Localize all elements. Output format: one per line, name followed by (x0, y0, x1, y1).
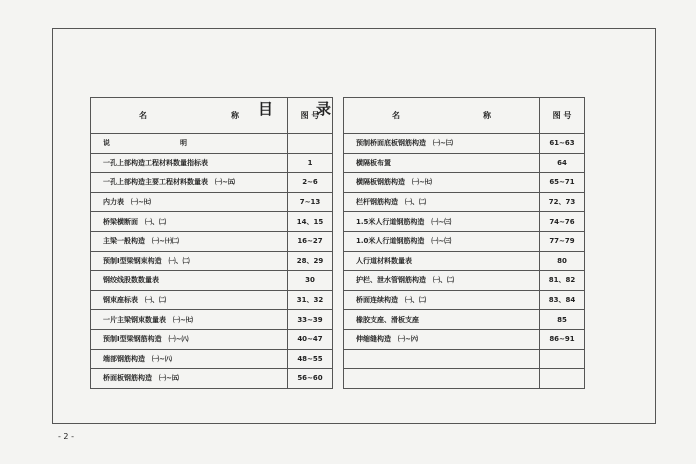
table-row (91, 212, 333, 232)
title-char-2: 录 (316, 100, 332, 118)
entry-title: 预制I型梁钢束构造 ㈠、㈡ (91, 251, 288, 271)
entry-drawing-number: 85 (540, 310, 585, 330)
entry-drawing-number: 7~13 (288, 192, 333, 212)
entry-title: 1.5米人行道钢筋构造 ㈠~㈢ (344, 212, 540, 232)
entry-drawing-number: 86~91 (540, 329, 585, 349)
entry-title (344, 369, 540, 389)
table-row (344, 134, 585, 154)
entry-title: 预制I型梁钢筋构造 ㈠~㈧ (91, 329, 288, 349)
entry-drawing-number: 56~60 (288, 369, 333, 389)
entry-drawing-number (540, 349, 585, 369)
table-row (344, 310, 585, 330)
entry-title: 端部钢筋构造 ㈠~㈧ (91, 349, 288, 369)
table-row (91, 231, 333, 251)
table-row (344, 173, 585, 193)
entry-title: 主梁一般构造 ㈠~㈩㈡ (91, 231, 288, 251)
table-row (344, 153, 585, 173)
entry-title: 人行道材料数量表 (344, 251, 540, 271)
title-char-1: 目 (258, 100, 274, 118)
entry-title: 栏杆钢筋构造 ㈠、㈡ (344, 192, 540, 212)
entry-drawing-number: 14、15 (288, 212, 333, 232)
entry-drawing-number: 81、82 (540, 271, 585, 291)
table-row (91, 290, 333, 310)
table-row (344, 212, 585, 232)
table-row (344, 349, 585, 369)
table-row (344, 329, 585, 349)
table-header (91, 98, 333, 134)
entry-drawing-number: 74~76 (540, 212, 585, 232)
table-row (344, 192, 585, 212)
entry-title: 1.0米人行道钢筋构造 ㈠~㈢ (344, 231, 540, 251)
header-num: 图 号 (540, 98, 585, 134)
table-row (91, 369, 333, 389)
entry-title: 横隔板布置 (344, 153, 540, 173)
entry-title (344, 349, 540, 369)
entry-drawing-number: 40~47 (288, 329, 333, 349)
table-row (91, 349, 333, 369)
entry-title: 桥梁横断面 ㈠、㈡ (91, 212, 288, 232)
table-row (91, 251, 333, 271)
table-row (91, 329, 333, 349)
table-row (344, 251, 585, 271)
header-num: 图 号 (288, 98, 333, 134)
table-row (91, 153, 333, 173)
entry-title: 一孔上部构造主要工程材料数量表 ㈠~㈤ (91, 173, 288, 193)
entry-drawing-number: 61~63 (540, 134, 585, 154)
entry-drawing-number: 77~79 (540, 231, 585, 251)
header-name: 名 (392, 111, 400, 120)
entry-title: 一孔上部构造工程材料数量指标表 (91, 153, 288, 173)
table-row (344, 231, 585, 251)
entry-title: 橡胶支座、滑板支座 (344, 310, 540, 330)
entry-title: 护栏、泄水管钢筋构造 ㈠、㈡ (344, 271, 540, 291)
table-row (344, 369, 585, 389)
table-row (91, 310, 333, 330)
entry-drawing-number: 28、29 (288, 251, 333, 271)
entry-drawing-number: 80 (540, 251, 585, 271)
entry-title: 钢绞线股数数量表 (91, 271, 288, 291)
entry-title: 桥面板钢筋构造 ㈠~㈤ (91, 369, 288, 389)
entry-title: 预制桥面底板钢筋构造 ㈠~㈢ (344, 134, 540, 154)
table-row (344, 271, 585, 291)
table-row (91, 271, 333, 291)
entry-title: 一片主梁钢束数量表 ㈠~㈦ (91, 310, 288, 330)
entry-title: 内力表 ㈠~㈦ (91, 192, 288, 212)
entry-title: 说 明 (91, 134, 288, 154)
header-name: 名 (139, 111, 147, 120)
contents-table-left (90, 97, 333, 389)
entry-drawing-number (288, 134, 333, 154)
entry-title: 桥面连续构造 ㈠、㈡ (344, 290, 540, 310)
page-number: - 2 - (58, 432, 74, 441)
table-row (91, 134, 333, 154)
entry-drawing-number: 16~27 (288, 231, 333, 251)
table-row (91, 192, 333, 212)
table-header (344, 98, 585, 134)
contents-table-right (343, 97, 585, 389)
entry-drawing-number: 2~6 (288, 173, 333, 193)
table-row (91, 173, 333, 193)
entry-drawing-number: 33~39 (288, 310, 333, 330)
entry-drawing-number: 64 (540, 153, 585, 173)
entry-drawing-number: 30 (288, 271, 333, 291)
entry-title: 横隔板钢筋构造 ㈠~㈦ (344, 173, 540, 193)
entry-drawing-number: 1 (288, 153, 333, 173)
entry-drawing-number: 48~55 (288, 349, 333, 369)
entry-drawing-number: 65~71 (540, 173, 585, 193)
header-name: 称 (231, 111, 239, 120)
entry-title: 伸缩缝构造 ㈠~㈥ (344, 329, 540, 349)
entry-drawing-number: 72、73 (540, 192, 585, 212)
entry-drawing-number (540, 369, 585, 389)
entry-title: 钢束座标表 ㈠、㈡ (91, 290, 288, 310)
entry-drawing-number: 83、84 (540, 290, 585, 310)
entry-drawing-number: 31、32 (288, 290, 333, 310)
header-name: 称 (483, 111, 491, 120)
table-row (344, 290, 585, 310)
